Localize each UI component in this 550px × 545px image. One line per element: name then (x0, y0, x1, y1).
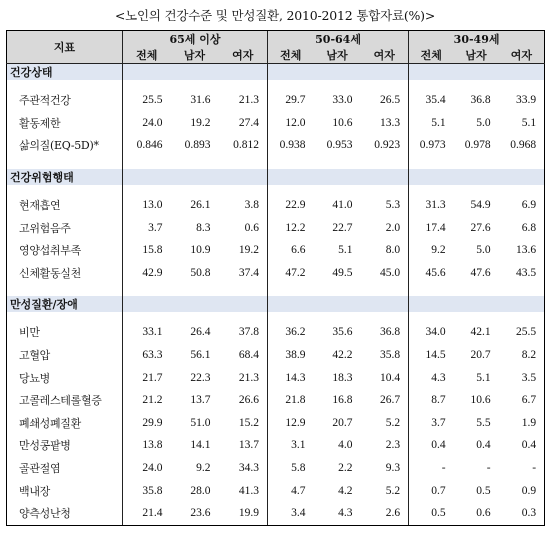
table-row (7, 134, 545, 157)
value-cell: 6.6 (268, 239, 314, 262)
value-cell: 0.973 (409, 134, 454, 157)
row-label: 백내장 (7, 479, 123, 502)
value-cell: 43.5 (499, 262, 545, 285)
value-cell: 13.3 (379, 116, 401, 129)
row-label: 폐쇄성폐질환 (7, 412, 123, 435)
spacer-row (7, 312, 545, 321)
value-cell: 0.4 (499, 434, 545, 457)
table-body (7, 64, 545, 526)
sub-header-male: 남자 (454, 47, 499, 64)
value-cell: 33.9 (499, 89, 545, 112)
section-fill-cell (268, 296, 409, 312)
value-cell: 3.7 (409, 412, 454, 435)
value-cell: 29.9 (123, 412, 171, 435)
health-status-table (6, 30, 545, 526)
section-fill-cell (123, 64, 268, 81)
table-row (7, 344, 545, 367)
value-cell: 20.7 (332, 416, 353, 429)
value-cell: 21.8 (268, 389, 314, 412)
value-cell: 4.2 (338, 484, 353, 497)
value-cell: 42.1 (470, 326, 491, 339)
value-cell: 8.7 (409, 389, 454, 412)
table-row (7, 502, 545, 525)
table-row (7, 321, 545, 344)
value-cell: 2.2 (338, 462, 353, 475)
value-cell: 5.1 (499, 112, 545, 135)
value-cell: 14.3 (268, 366, 314, 389)
value-cell: 37.8 (238, 326, 260, 339)
value-cell: 49.5 (332, 266, 353, 279)
value-cell: 0.9 (499, 479, 545, 502)
value-cell: 36.8 (379, 326, 401, 339)
row-label: 신체활동실천 (7, 262, 123, 285)
value-cell: 13.0 (123, 194, 171, 217)
section-header-row (7, 64, 545, 81)
value-cell: 13.6 (499, 239, 545, 262)
value-cell: 27.6 (470, 221, 491, 234)
value-cell: 5.2 (385, 416, 401, 429)
value-cell: 4.3 (314, 502, 361, 525)
value-cell: 3.8 (244, 199, 260, 212)
value-cell: 24.0 (123, 457, 171, 480)
value-cell: 0.923 (374, 139, 401, 152)
table-row (7, 412, 545, 435)
value-cell: 4.7 (268, 479, 314, 502)
sub-header-total: 전체 (123, 47, 171, 64)
sub-header-female: 여자 (361, 47, 409, 64)
row-label: 고혈압 (7, 344, 123, 367)
value-cell: 10.6 (470, 394, 491, 407)
value-cell: 29.7 (268, 89, 314, 112)
value-cell: 42.2 (332, 349, 353, 362)
value-cell: 19.2 (238, 244, 260, 257)
value-cell: 63.3 (123, 344, 171, 367)
value-cell: - (499, 457, 545, 480)
table-row (7, 216, 545, 239)
value-cell: 0.6 (244, 221, 260, 234)
value-cell: 54.9 (470, 199, 491, 212)
table-row (7, 434, 545, 457)
row-label: 주관적건강 (7, 89, 123, 112)
value-cell: 13.7 (190, 394, 211, 407)
value-cell: 22.3 (190, 371, 211, 384)
group-header-30-49: 30-49세 (409, 31, 545, 48)
value-cell: 14.1 (190, 439, 211, 452)
value-cell: 22.7 (332, 221, 353, 234)
value-cell: 45.0 (379, 266, 401, 279)
value-cell: 8.3 (196, 221, 211, 234)
section-fill-cell (268, 169, 409, 185)
section-header-row (7, 169, 545, 185)
value-cell: 34.0 (409, 321, 454, 344)
value-cell: 5.5 (476, 416, 491, 429)
value-cell: 0.846 (123, 134, 171, 157)
value-cell: 3.4 (268, 502, 314, 525)
row-label: 비만 (7, 321, 123, 344)
value-cell: 15.2 (238, 416, 260, 429)
value-cell: 10.9 (190, 244, 211, 257)
value-cell: 47.6 (470, 266, 491, 279)
value-cell: 35.8 (379, 349, 401, 362)
value-cell: 12.9 (268, 412, 314, 435)
sub-header-female: 여자 (219, 47, 268, 64)
value-cell: 1.9 (499, 412, 545, 435)
section-label: 건강위험행태 (7, 169, 123, 185)
value-cell: 37.4 (238, 266, 260, 279)
value-cell: 3.7 (123, 216, 171, 239)
section-fill-cell (409, 296, 545, 312)
value-cell: 42.9 (123, 262, 171, 285)
value-cell: 9.2 (409, 239, 454, 262)
table-row (7, 194, 545, 217)
value-cell: 41.0 (332, 199, 353, 212)
section-label: 만성질환/장애 (7, 296, 123, 312)
value-cell: 19.9 (219, 502, 268, 525)
table-row (7, 457, 545, 480)
table-row (7, 112, 545, 135)
value-cell: 2.0 (385, 221, 401, 234)
value-cell: 0.3 (499, 502, 545, 525)
value-cell: 15.8 (123, 239, 171, 262)
value-cell: 25.5 (499, 321, 545, 344)
sub-header-total: 전체 (268, 47, 314, 64)
value-cell: - (486, 462, 491, 475)
value-cell: 5.3 (385, 199, 401, 212)
section-label: 건강상태 (7, 64, 123, 81)
row-label: 당뇨병 (7, 366, 123, 389)
value-cell: 10.4 (379, 371, 401, 384)
value-cell: 12.0 (268, 112, 314, 135)
value-cell: 41.3 (238, 484, 260, 497)
section-fill-cell (268, 64, 409, 81)
value-cell: 3.5 (499, 366, 545, 389)
index-header: 지표 (7, 31, 123, 64)
value-cell: 5.0 (476, 116, 491, 129)
value-cell: 51.0 (190, 416, 211, 429)
value-cell: 8.2 (499, 344, 545, 367)
value-cell: 19.2 (190, 116, 211, 129)
value-cell: 21.4 (123, 502, 171, 525)
value-cell: 68.4 (238, 349, 260, 362)
value-cell: 21.2 (123, 389, 171, 412)
value-cell: 3.1 (268, 434, 314, 457)
value-cell: 24.0 (123, 112, 171, 135)
value-cell: 26.5 (379, 94, 401, 107)
value-cell: 0.978 (464, 139, 491, 152)
spacer-row (7, 157, 545, 169)
spacer-row (7, 80, 545, 89)
value-cell: 13.7 (238, 439, 260, 452)
value-cell: 6.9 (499, 194, 545, 217)
value-cell: 6.8 (499, 216, 545, 239)
value-cell: 33.1 (123, 321, 171, 344)
value-cell: 0.6 (454, 502, 499, 525)
group-header-50-64: 50-64세 (268, 31, 409, 48)
table-row (7, 479, 545, 502)
value-cell: 0.4 (476, 439, 491, 452)
value-cell: 5.1 (338, 244, 353, 257)
section-fill-cell (123, 169, 268, 185)
section-header-row (7, 296, 545, 312)
value-cell: 25.5 (123, 89, 171, 112)
value-cell: 10.6 (332, 116, 353, 129)
value-cell: 2.6 (361, 502, 409, 525)
value-cell: 0.968 (499, 134, 545, 157)
value-cell: 28.0 (190, 484, 211, 497)
value-cell: 22.9 (268, 194, 314, 217)
value-cell: 21.7 (123, 366, 171, 389)
section-fill-cell (123, 296, 268, 312)
row-label: 활동제한 (7, 112, 123, 135)
value-cell: 20.7 (470, 349, 491, 362)
table-row (7, 366, 545, 389)
sub-header-female: 여자 (499, 47, 545, 64)
value-cell: 35.6 (332, 326, 353, 339)
value-cell: 0.938 (268, 134, 314, 157)
value-cell: 4.0 (338, 439, 353, 452)
group-header-65plus: 65세 이상 (123, 31, 268, 48)
value-cell: 27.4 (238, 116, 260, 129)
value-cell: 16.8 (332, 394, 353, 407)
value-cell: 0.893 (184, 139, 211, 152)
value-cell: 5.1 (409, 112, 454, 135)
value-cell: 45.6 (409, 262, 454, 285)
value-cell: 31.3 (409, 194, 454, 217)
table-title: <노인의 건강수준 및 만성질환, 2010-2012 통합자료(%)> (114, 8, 436, 23)
value-cell: 26.7 (379, 394, 401, 407)
value-cell: 12.2 (268, 216, 314, 239)
value-cell: 8.0 (385, 244, 401, 257)
value-cell: 21.3 (238, 371, 260, 384)
value-cell: 0.5 (476, 484, 491, 497)
value-cell: 35.4 (409, 89, 454, 112)
value-cell: 38.9 (268, 344, 314, 367)
row-label: 양측성난청 (7, 502, 123, 525)
table-row (7, 89, 545, 112)
sub-header-male: 남자 (314, 47, 361, 64)
table-row (7, 262, 545, 285)
value-cell: 14.5 (409, 344, 454, 367)
value-cell: 21.3 (238, 94, 260, 107)
value-cell: 35.8 (123, 479, 171, 502)
row-label: 골관절염 (7, 457, 123, 480)
value-cell: 34.3 (238, 462, 260, 475)
value-cell: 50.8 (190, 266, 211, 279)
value-cell: 5.2 (385, 484, 401, 497)
header-row-groups (7, 31, 545, 48)
value-cell: 33.0 (332, 94, 353, 107)
row-label: 현재흡연 (7, 194, 123, 217)
value-cell: 5.8 (268, 457, 314, 480)
value-cell: 9.2 (196, 462, 211, 475)
row-label: 만성콩팥병 (7, 434, 123, 457)
value-cell: 0.7 (409, 479, 454, 502)
value-cell: 5.1 (476, 371, 491, 384)
value-cell: 13.8 (123, 434, 171, 457)
value-cell: 5.0 (476, 244, 491, 257)
table-row (7, 239, 545, 262)
value-cell: 0.812 (233, 139, 260, 152)
row-label: 삶의질(EQ-5D)* (7, 134, 123, 157)
value-cell: 4.3 (409, 366, 454, 389)
value-cell: 2.3 (385, 439, 401, 452)
value-cell: 26.6 (238, 394, 260, 407)
value-cell: 26.1 (190, 199, 211, 212)
value-cell: 18.3 (332, 371, 353, 384)
row-label: 고콜레스테롤혈증 (7, 389, 123, 412)
row-label: 고위험음주 (7, 216, 123, 239)
value-cell: 23.6 (171, 502, 219, 525)
value-cell: 0.4 (409, 434, 454, 457)
section-fill-cell (409, 169, 545, 185)
value-cell: 36.8 (470, 94, 491, 107)
value-cell: 26.4 (190, 326, 211, 339)
value-cell: 31.6 (190, 94, 211, 107)
spacer-row (7, 185, 545, 194)
row-label: 영양섭취부족 (7, 239, 123, 262)
value-cell: - (409, 457, 454, 480)
spacer-row (7, 284, 545, 296)
sub-header-male: 남자 (171, 47, 219, 64)
section-fill-cell (409, 64, 545, 81)
value-cell: 0.5 (409, 502, 454, 525)
value-cell: 36.2 (268, 321, 314, 344)
table-row (7, 389, 545, 412)
value-cell: 56.1 (190, 349, 211, 362)
value-cell: 47.2 (268, 262, 314, 285)
value-cell: 6.7 (499, 389, 545, 412)
sub-header-total: 전체 (409, 47, 454, 64)
value-cell: 9.3 (385, 462, 401, 475)
value-cell: 17.4 (409, 216, 454, 239)
value-cell: 0.953 (326, 139, 353, 152)
